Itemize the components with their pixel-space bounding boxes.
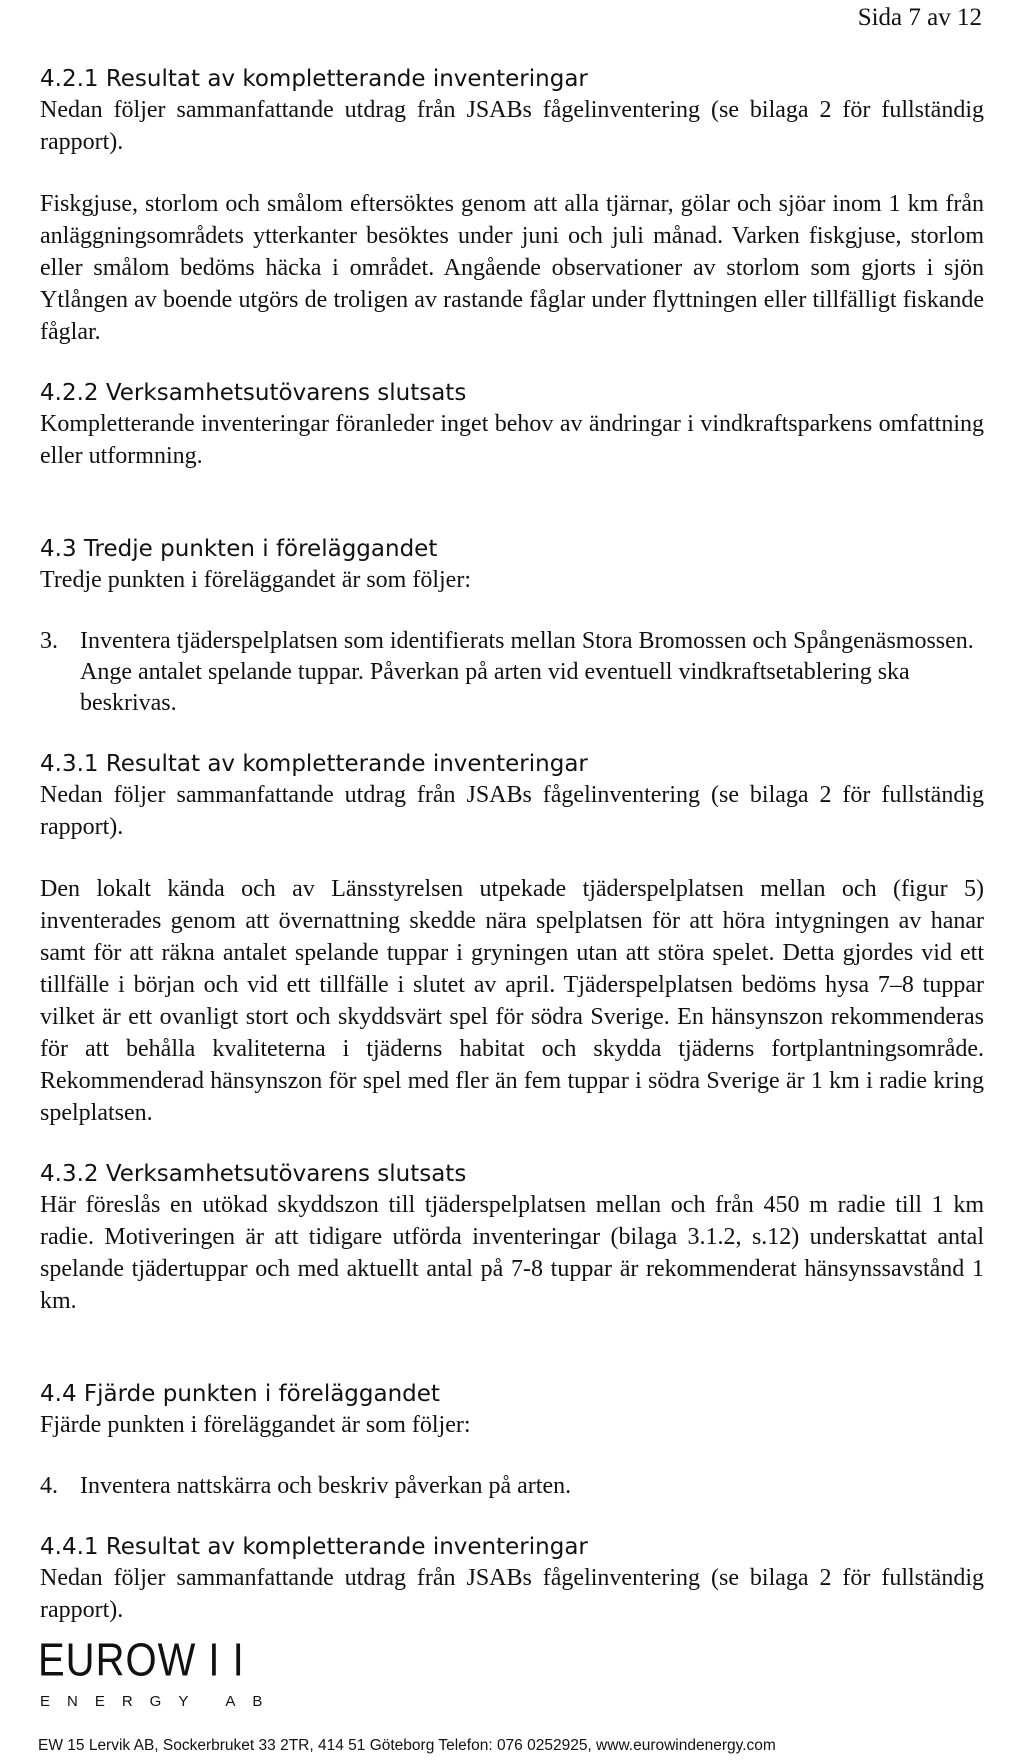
item-number: 4.: [40, 1473, 58, 1499]
item-number: 3.: [40, 628, 58, 654]
section-heading-4-4: 4.4 Fjärde punkten i föreläggandet: [40, 1381, 440, 1407]
paragraph: Nedan följer sammanfattande utdrag från JSABs fågelinventering (se bilaga 2 för fullständig rapport).: [40, 1565, 984, 1623]
paragraph: Kompletterande inventeringar föranleder inget behov av ändringar i vindkraftsparkens omfattning eller utformning.: [40, 411, 984, 469]
paragraph: Fiskgjuse, storlom och smålom eftersöktes genom att alla tjärnar, gölar och sjöar inom 1 km från anläggningsområdets ytterkanter besöktes under juni och juli månad. Varken fiskgjuse, storlom eller smålom bedöms häcka i området. Angående observationer av storlom som gjorts i sjön Ytlången av boende utgörs de troligen av rastande fåglar under flyttningen eller tillfälligt fiskande fåglar.: [40, 191, 984, 345]
document-body: [40, 64, 984, 1626]
paragraph: Fjärde punkten i föreläggandet är som följer:: [40, 1412, 471, 1438]
numbered-item: [40, 626, 984, 719]
paragraph: Den lokalt kända och av Länsstyrelsen utpekade tjäderspelplatsen mellan och (figur 5) inventerades genom att övernattning skedde nära spelplatsen för att höra intygningen av hanar samt för att räkna antalet spelande tuppar i gryningen utan att störa spelet. Detta gjordes vid ett tillfälle i början och vid ett tillfälle i slutet av april. Tjäderspelplatsen bedöms hysa 7–8 tuppar vilket är ett ovanligt stort och skyddsvärt spel för södra Sverige. En hänsynszon rekommenderas för att behålla kvaliteterna i tjäderns habitat och skydda tjäderns fortplantningsområde. Rekommenderad hänsynszon för spel med fler än fem tuppar i södra Sverige är 1 km i radie kring spelplatsen.: [40, 876, 984, 1126]
page-number: Sida 7 av 12: [857, 4, 982, 31]
paragraph: Nedan följer sammanfattande utdrag från JSABs fågelinventering (se bilaga 2 för fullständig rapport).: [40, 782, 984, 840]
company-logo: EUROW I I: [38, 1635, 245, 1686]
paragraph: Tredje punkten i föreläggandet är som följer:: [40, 567, 471, 593]
section-heading-4-3: 4.3 Tredje punkten i föreläggandet: [40, 536, 438, 562]
footer-address: EW 15 Lervik AB, Sockerbruket 33 2TR, 414 51 Göteborg Telefon: 076 0252925, www.eurowindenergy.com: [38, 1737, 776, 1754]
item-text: Inventera tjäderspelplatsen som identifierats mellan Stora Bromossen och Spångenäsmossen. Ange antalet spelande tuppar. Påverkan på arten vid eventuell vindkraftsetablering ska beskrivas.: [80, 628, 974, 716]
item-text: Inventera nattskärra och beskriv påverkan på arten.: [80, 1473, 572, 1499]
paragraph: Här föreslås en utökad skyddszon till tjäderspelplatsen mellan och från 450 m radie till 1 km radie. Motiveringen är att tidigare utförda inventeringar (bilaga 3.1.2, s.12) underskattat antal spelande tjädertuppar och med aktuellt antal på 7-8 tuppar är rekommenderat hänsynssavstånd 1 km.: [40, 1192, 984, 1314]
section-heading-4-4-1: 4.4.1 Resultat av kompletterande inventeringar: [40, 1534, 588, 1560]
company-logo-subtitle: ENERGY AB: [40, 1693, 280, 1710]
section-heading-4-2-1: 4.2.1 Resultat av kompletterande inventeringar: [40, 66, 588, 92]
section-heading-4-3-1: 4.3.1 Resultat av kompletterande inventeringar: [40, 751, 588, 777]
section-heading-4-2-2: 4.2.2 Verksamhetsutövarens slutsats: [40, 380, 467, 406]
numbered-item: [40, 1471, 984, 1502]
paragraph: Nedan följer sammanfattande utdrag från JSABs fågelinventering (se bilaga 2 för fullständig rapport).: [40, 97, 984, 155]
section-heading-4-3-2: 4.3.2 Verksamhetsutövarens slutsats: [40, 1161, 467, 1187]
